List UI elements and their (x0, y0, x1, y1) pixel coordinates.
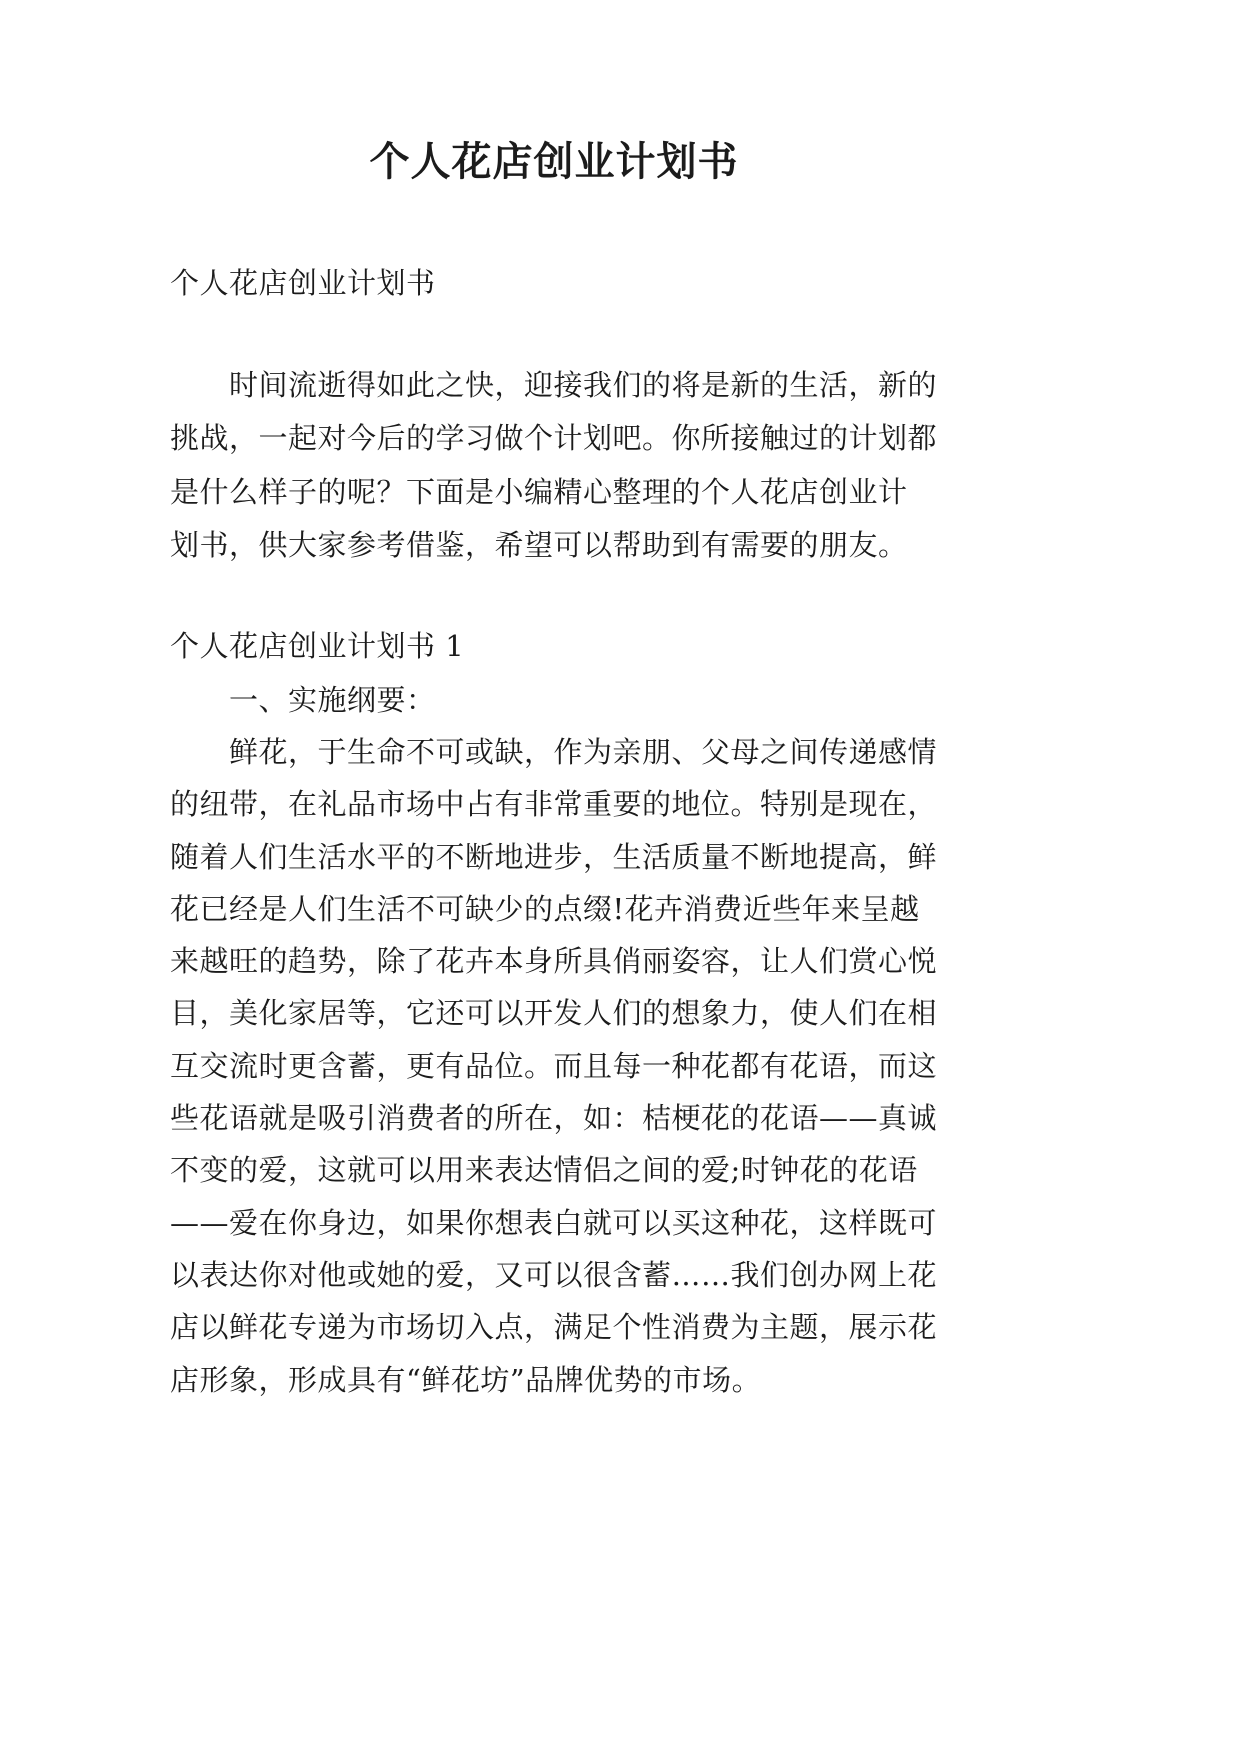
section-line: 随着人们生活水平的不断地进步，生活质量不断地提高，鲜 (170, 839, 938, 874)
section-heading: 个人花店创业计划书 1 (170, 629, 465, 663)
section-line: 鲜花，于生命不可或缺，作为亲朋、父母之间传递感情 (229, 735, 938, 769)
section-line: 目，美化家居等，它还可以开发人们的想象力，使人们在相 (170, 996, 938, 1031)
section-line: 的纽带，在礼品市场中占有非常重要的地位。特别是现在， (170, 787, 938, 822)
section-line: 不变的爱，这就可以用来表达情侣之间的爱;时钟花的花语 (170, 1153, 918, 1188)
section-line: 互交流时更含蓄，更有品位。而且每一种花都有花语，而这 (170, 1048, 938, 1083)
intro-line: 时间流逝得如此之快，迎接我们的将是新的生活，新的 (229, 368, 938, 402)
section-line: 以表达你对他或她的爱，又可以很含蓄……我们创办网上花 (170, 1257, 938, 1292)
section-line: 花已经是人们生活不可缺少的点缀!花卉消费近些年来呈越 (170, 891, 920, 926)
document-subtitle: 个人花店创业计划书 (170, 266, 436, 300)
section-line: ——爱在你身边，如果你想表白就可以买这种花，这样既可 (170, 1205, 938, 1240)
section-line: 店以鲜花专递为市场切入点，满足个性消费为主题，展示花 (170, 1310, 938, 1345)
intro-paragraph (170, 359, 970, 572)
intro-line: 是什么样子的呢？下面是小编精心整理的个人花店创业计 (170, 474, 908, 509)
section-line: 来越旺的趋势，除了花卉本身所具俏丽姿容，让人们赏心悦 (170, 944, 938, 979)
subsection-heading: 一、实施纲要： (229, 683, 436, 717)
document-title: 个人花店创业计划书 (369, 138, 739, 185)
section-line: 些花语就是吸引消费者的所在，如：桔梗花的花语——真诚 (170, 1101, 938, 1136)
section-line: 店形象，形成具有“鲜花坊”品牌优势的市场。 (170, 1362, 762, 1397)
intro-line: 划书，供大家参考借鉴，希望可以帮助到有需要的朋友。 (170, 527, 908, 562)
intro-line: 挑战，一起对今后的学习做个计划吧。你所接触过的计划都 (170, 421, 938, 456)
section-paragraph (170, 726, 970, 1406)
